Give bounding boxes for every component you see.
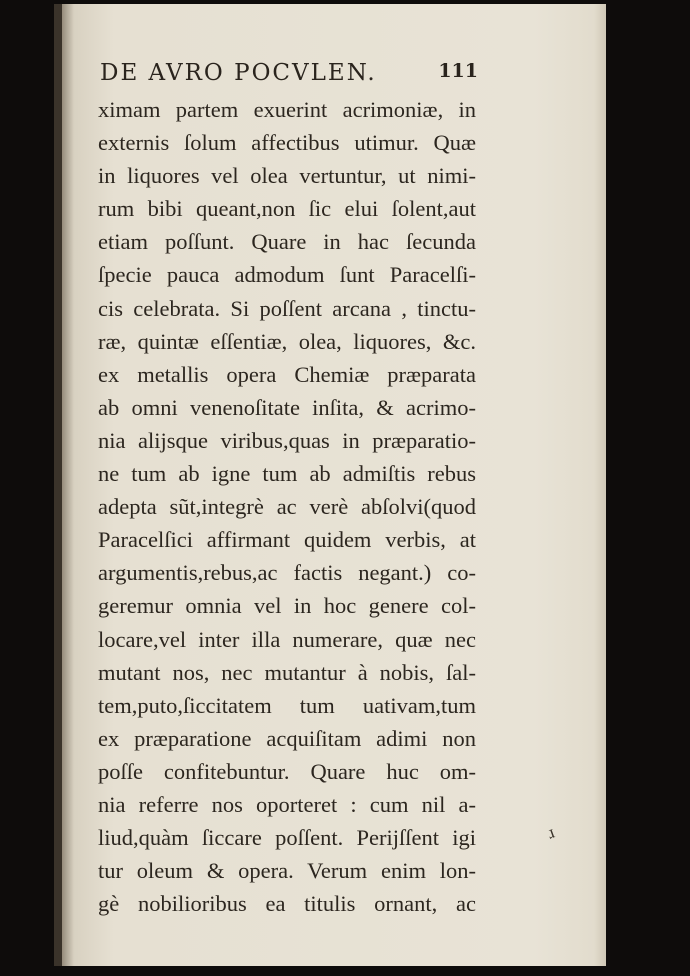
page-binding-edge — [54, 4, 62, 966]
text-line: nia referre nos oporteret : cum nil a- — [98, 791, 476, 817]
text-line: Paracelſici affirmant quidem verbis, at — [98, 527, 476, 553]
text-line: liud,quàm ſiccare poſſent. Perijſſent igi — [98, 825, 476, 851]
text-line: ex præparatione acquiſitam adimi non — [98, 725, 476, 751]
text-line: ne tum ab igne tum ab admiſtis rebus — [98, 461, 476, 487]
text-line: tem,puto,ſiccitatem tum uativam,tum — [98, 692, 476, 718]
text-line: adepta sũt,integrè ac verè abſolvi(quod — [98, 494, 476, 520]
text-line: tur oleum & opera. Verum enim lon- — [98, 858, 476, 884]
text-line: in liquores vel olea vertuntur, ut nimi- — [98, 163, 476, 189]
page-number: 111 — [438, 60, 478, 82]
text-line: etiam poſſunt. Quare in hac ſecunda — [98, 229, 476, 255]
text-line: ab omni venenoſitate inſita, & acrimo- — [98, 394, 476, 420]
text-line: mutant nos, nec mutantur à nobis, ſal- — [98, 659, 476, 685]
margin-mark: ɹ — [544, 821, 558, 843]
text-line: rum bibi queant,non ſic elui ſolent,aut — [98, 196, 476, 222]
text-line: poſſe confitebuntur. Quare huc om- — [98, 758, 476, 784]
text-line: ex metallis opera Chemiæ præparata — [98, 361, 476, 387]
page-body-text — [98, 93, 476, 920]
text-line: argumentis,rebus,ac factis negant.) co- — [98, 560, 476, 586]
text-line: ræ, quintæ eſſentiæ, olea, liquores, &c. — [98, 328, 476, 354]
text-line: geremur omnia vel in hoc genere col- — [98, 593, 476, 619]
running-title: DE AVRO POCVLEN. — [100, 60, 377, 86]
text-line: ſpecie pauca admodum ſunt Paracelſi- — [98, 262, 476, 288]
text-line: gè nobilioribus ea titulis ornant, ac — [98, 891, 476, 917]
text-line: locare,vel inter illa numerare, quæ nec — [98, 626, 476, 652]
text-line: cis celebrata. Si poſſent arcana , tinctu- — [98, 295, 476, 321]
text-line: externis ſolum affectibus utimur. Quæ — [98, 130, 476, 156]
text-line: ximam partem exuerint acrimoniæ, in — [98, 97, 476, 122]
text-line: nia alijsque viribus,quas in præparatio- — [98, 427, 476, 453]
running-header — [100, 60, 478, 86]
